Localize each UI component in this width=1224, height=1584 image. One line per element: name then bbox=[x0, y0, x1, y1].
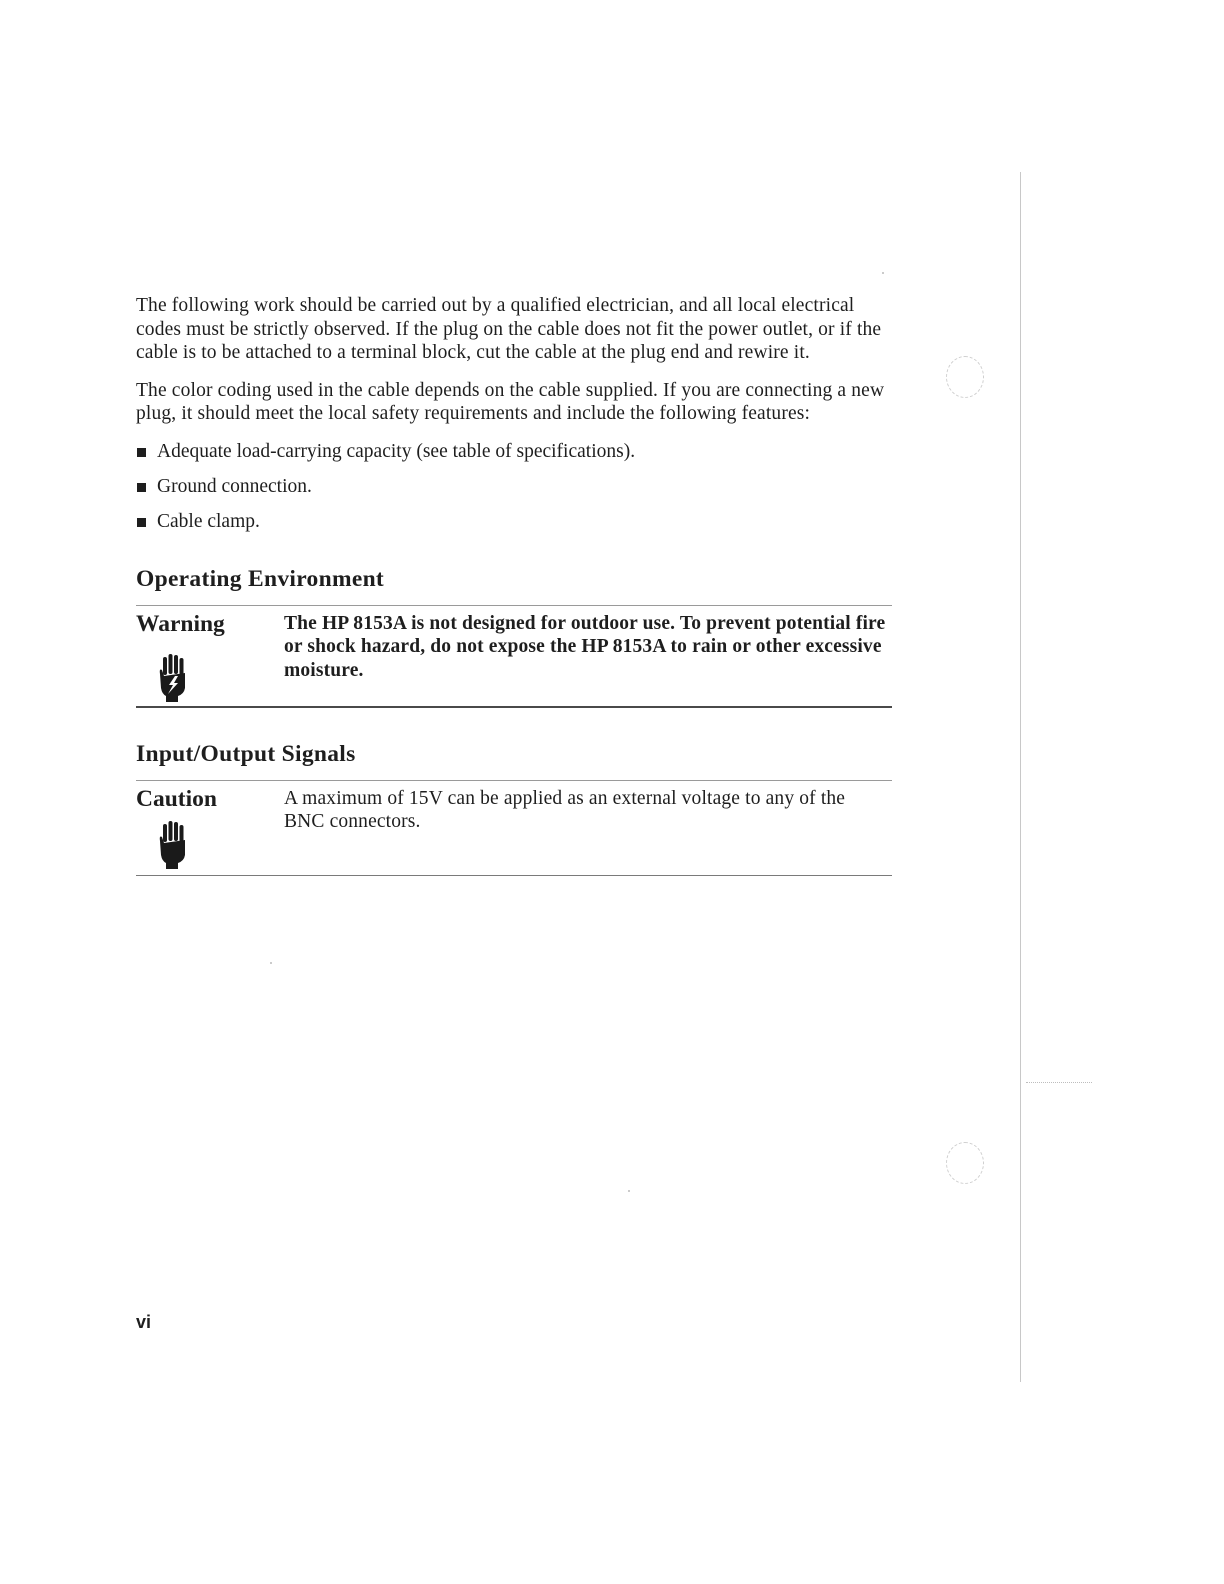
hand-shock-icon bbox=[156, 654, 190, 702]
list-item-text: Adequate load-carrying capacity (see table of specifications). bbox=[157, 440, 636, 462]
hand-stop-icon bbox=[156, 821, 190, 869]
bullet-square-icon bbox=[137, 518, 146, 527]
punch-hole bbox=[946, 356, 984, 398]
list-item bbox=[136, 510, 892, 533]
intro-paragraph: The following work should be carried out by a qualified electrician, and all local electrical codes must be strictly observed. If the plug on the cable does not fit the power outlet, or if the cable is to be attached to a terminal block, cut the cable at the plug end and rewire it. bbox=[136, 295, 882, 363]
page-edge-line bbox=[1020, 172, 1021, 1382]
bullet-square-icon bbox=[137, 483, 146, 492]
list-item bbox=[136, 440, 892, 463]
caution-notice bbox=[136, 780, 892, 876]
scan-speck bbox=[628, 1190, 630, 1192]
list-item-text: Ground connection. bbox=[157, 475, 312, 497]
caution-text: A maximum of 15V can be applied as an external voltage to any of the BNC connectors. bbox=[284, 787, 846, 832]
section-heading-operating-environment: Operating Environment bbox=[136, 565, 385, 592]
list-item-text: Cable clamp. bbox=[157, 510, 260, 532]
punch-hole bbox=[946, 1142, 984, 1184]
page-number: vi bbox=[136, 1312, 152, 1332]
features-list bbox=[136, 440, 892, 533]
scan-speck bbox=[882, 272, 884, 274]
warning-notice bbox=[136, 605, 892, 708]
list-item bbox=[136, 475, 892, 498]
section-heading-input-output-signals: Input/Output Signals bbox=[136, 740, 356, 767]
warning-label: Warning bbox=[136, 610, 225, 637]
warning-text: The HP 8153A is not designed for outdoor use. To prevent potential fire or shock hazard, do not expose the HP 8153A to rain or other excessive moisture. bbox=[284, 612, 886, 681]
page-content bbox=[136, 294, 892, 876]
scan-speck bbox=[270, 962, 272, 964]
color-coding-paragraph: The color coding used in the cable depends on the cable supplied. If you are connecting a new plug, it should meet the local safety requirements and include the following features: bbox=[136, 379, 885, 424]
caution-label: Caution bbox=[136, 785, 217, 812]
bullet-square-icon bbox=[137, 448, 146, 457]
margin-mark bbox=[1026, 1082, 1092, 1083]
